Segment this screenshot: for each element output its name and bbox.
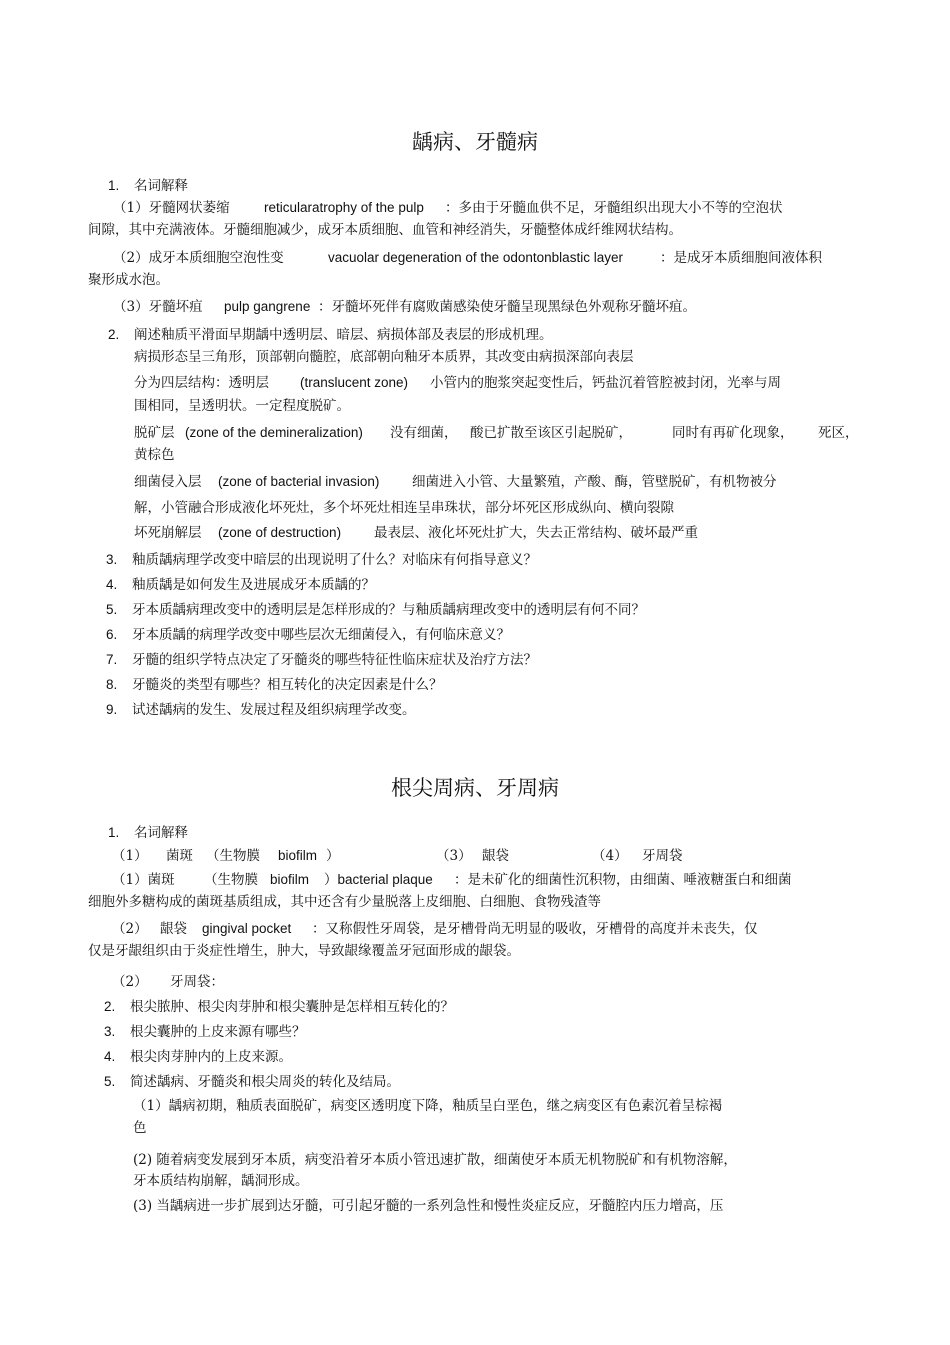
question-text: 根尖囊肿的上皮来源有哪些？ [130, 1024, 306, 1040]
answer-text: 死区， [818, 425, 859, 441]
definition-label: （2） [112, 974, 148, 990]
definition-text: 聚形成水泡。 [88, 272, 169, 288]
definition-english: pulp gangrene [224, 299, 311, 314]
section-title: 龋病、牙髓病 [412, 130, 538, 154]
definition-text: ：是未矿化的细菌性沉积物，由细菌、唾液糖蛋白和细菌 [454, 872, 792, 888]
answer-text: 脱矿层 [134, 425, 175, 441]
definition-label: （1）菌斑 [112, 872, 175, 888]
answer-text: 细菌侵入层 [134, 474, 202, 490]
definition-label: （3）牙髓坏疽 [113, 299, 203, 315]
answer-english: (zone of the demineralization) [185, 425, 363, 440]
list-number: 1. [108, 825, 120, 840]
answer-text: 坏死崩解层 [134, 525, 202, 541]
answer-text: 解，小管融合形成液化坏死灶，多个坏死灶相连呈串珠状，部分坏死区形成纵向、横向裂隙 [134, 500, 674, 516]
definition-english: vacuolar degeneration of the odontonblastic layer [328, 250, 623, 265]
list-number: 3. [106, 552, 118, 567]
definition-text: 细胞外多糖构成的菌斑基质组成，其中还含有少量脱落上皮细胞、白细胞、食物残渣等 [88, 894, 601, 910]
answer-text: 牙本质结构崩解，龋洞形成。 [133, 1173, 309, 1189]
term-text: （生物膜 [206, 848, 260, 864]
question-text: 根尖脓肿、根尖肉芽肿和根尖囊肿是怎样相互转化的？ [130, 999, 454, 1015]
term-label: （1） [112, 848, 148, 864]
list-number: 6. [106, 627, 118, 642]
question-text: 牙髓炎的类型有哪些？相互转化的决定因素是什么？ [132, 677, 443, 693]
definition-label: （1）牙髓网状萎缩 [113, 200, 230, 216]
answer-text: 色 [133, 1120, 147, 1136]
answer-text: (3) 当龋病进一步扩展到达牙髓，可引起牙髓的一系列急性和慢性炎症反应，牙髓腔内压力增高，压 [133, 1198, 724, 1214]
list-number: 5. [106, 602, 118, 617]
definition-text: ：牙髓坏死伴有腐败菌感染使牙髓呈现黑绿色外观称牙髓坏疽。 [318, 299, 696, 315]
definition-english: biofilm [270, 872, 310, 887]
definition-text: ：又称假性牙周袋，是牙槽骨尚无明显的吸收，牙槽骨的高度并未丧失，仅 [312, 921, 758, 937]
definition-label: （2） [112, 921, 148, 937]
term-text: 牙周袋 [642, 848, 683, 864]
answer-text: 没有细菌， [390, 425, 458, 441]
definition-text: 间隙，其中充满液体。牙髓细胞减少，成牙本质细胞、血管和神经消失，牙髓整体成纤维网状结构。 [88, 222, 682, 238]
definition-term: 龈袋 [160, 921, 187, 937]
list-number: 2. [108, 327, 120, 342]
question-text: 阐述釉质平滑面早期龋中透明层、暗层、病损体部及表层的形成机理。 [134, 327, 553, 343]
definition-english: ）bacterial plaque [324, 872, 433, 887]
definition-label: （2）成牙本质细胞空泡性变 [113, 250, 284, 266]
answer-text: 分为四层结构：透明层 [134, 375, 269, 391]
definition-text: （生物膜 [204, 872, 258, 888]
answer-text: （1）龋病初期，釉质表面脱矿，病变区透明度下降，釉质呈白垩色，继之病变区有色素沉着呈棕褐 [133, 1098, 723, 1114]
definition-english: reticularatrophy of the pulp [264, 200, 424, 215]
term-label: （3） [436, 848, 472, 864]
question-text: 名词解释 [134, 178, 188, 194]
term-text: 龈袋 [482, 848, 509, 864]
definition-term: 牙周袋： [170, 974, 224, 990]
answer-text: 小管内的胞浆突起变性后，钙盐沉着管腔被封闭，光率与周 [430, 375, 781, 391]
answer-text: 酸已扩散至该区引起脱矿， [470, 425, 632, 441]
definition-text: ：多由于牙髓血供不足，牙髓组织出现大小不等的空泡状 [445, 200, 783, 216]
answer-text: (2) 随着病变发展到牙本质，病变沿着牙本质小管迅速扩散，细菌使牙本质无机物脱矿和有机物溶解， [133, 1152, 737, 1168]
answer-text: 细菌进入小管、大量繁殖，产酸、酶，管壁脱矿，有机物被分 [412, 474, 777, 490]
answer-text: 围相同，呈透明状。一定程度脱矿。 [134, 398, 350, 414]
answer-english: (zone of bacterial invasion) [218, 474, 380, 489]
question-text: 简述龋病、牙髓炎和根尖周炎的转化及结局。 [130, 1074, 400, 1090]
definition-english: gingival pocket [202, 921, 292, 936]
list-number: 4. [104, 1049, 116, 1064]
list-number: 8. [106, 677, 118, 692]
list-number: 2. [104, 999, 116, 1014]
list-number: 7. [106, 652, 118, 667]
definition-text: 仅是牙龈组织由于炎症性增生，肿大，导致龈缘覆盖牙冠面形成的龈袋。 [88, 943, 520, 959]
question-text: 根尖肉芽肿内的上皮来源。 [130, 1049, 292, 1065]
question-text: 牙本质龋病理改变中的透明层是怎样形成的？与釉质龋病理改变中的透明层有何不同？ [132, 602, 645, 618]
definition-text: ：是成牙本质细胞间液体积 [660, 250, 822, 266]
answer-english: (zone of destruction) [218, 525, 342, 540]
answer-english: (translucent zone) [300, 375, 409, 390]
list-number: 3. [104, 1024, 116, 1039]
term-label: （4） [592, 848, 628, 864]
answer-text: 黄棕色 [134, 447, 175, 463]
list-number: 4. [106, 577, 118, 592]
list-number: 1. [108, 178, 120, 193]
section-title: 根尖周病、牙周病 [391, 776, 559, 800]
answer-text: 最表层、液化坏死灶扩大，失去正常结构、破坏最严重 [374, 525, 698, 541]
answer-text: 病损形态呈三角形，顶部朝向髓腔，底部朝向釉牙本质界，其改变由病损深部向表层 [134, 349, 634, 365]
question-text: 牙髓的组织学特点决定了牙髓炎的哪些特征性临床症状及治疗方法？ [132, 652, 537, 668]
question-text: 试述龋病的发生、发展过程及组织病理学改变。 [132, 702, 416, 718]
list-number: 5. [104, 1074, 116, 1089]
answer-text: 同时有再矿化现象， [672, 425, 794, 441]
term-text: ） [326, 848, 340, 864]
question-text: 釉质龋病理学改变中暗层的出现说明了什么？对临床有何指导意义？ [132, 552, 537, 568]
term-english: biofilm [278, 848, 318, 863]
term-text: 菌斑 [166, 848, 193, 864]
question-text: 牙本质龋的病理学改变中哪些层次无细菌侵入，有何临床意义？ [132, 627, 510, 643]
list-number: 9. [106, 702, 118, 717]
question-text: 名词解释 [134, 825, 188, 841]
question-text: 釉质龋是如何发生及进展成牙本质龋的？ [132, 577, 375, 593]
